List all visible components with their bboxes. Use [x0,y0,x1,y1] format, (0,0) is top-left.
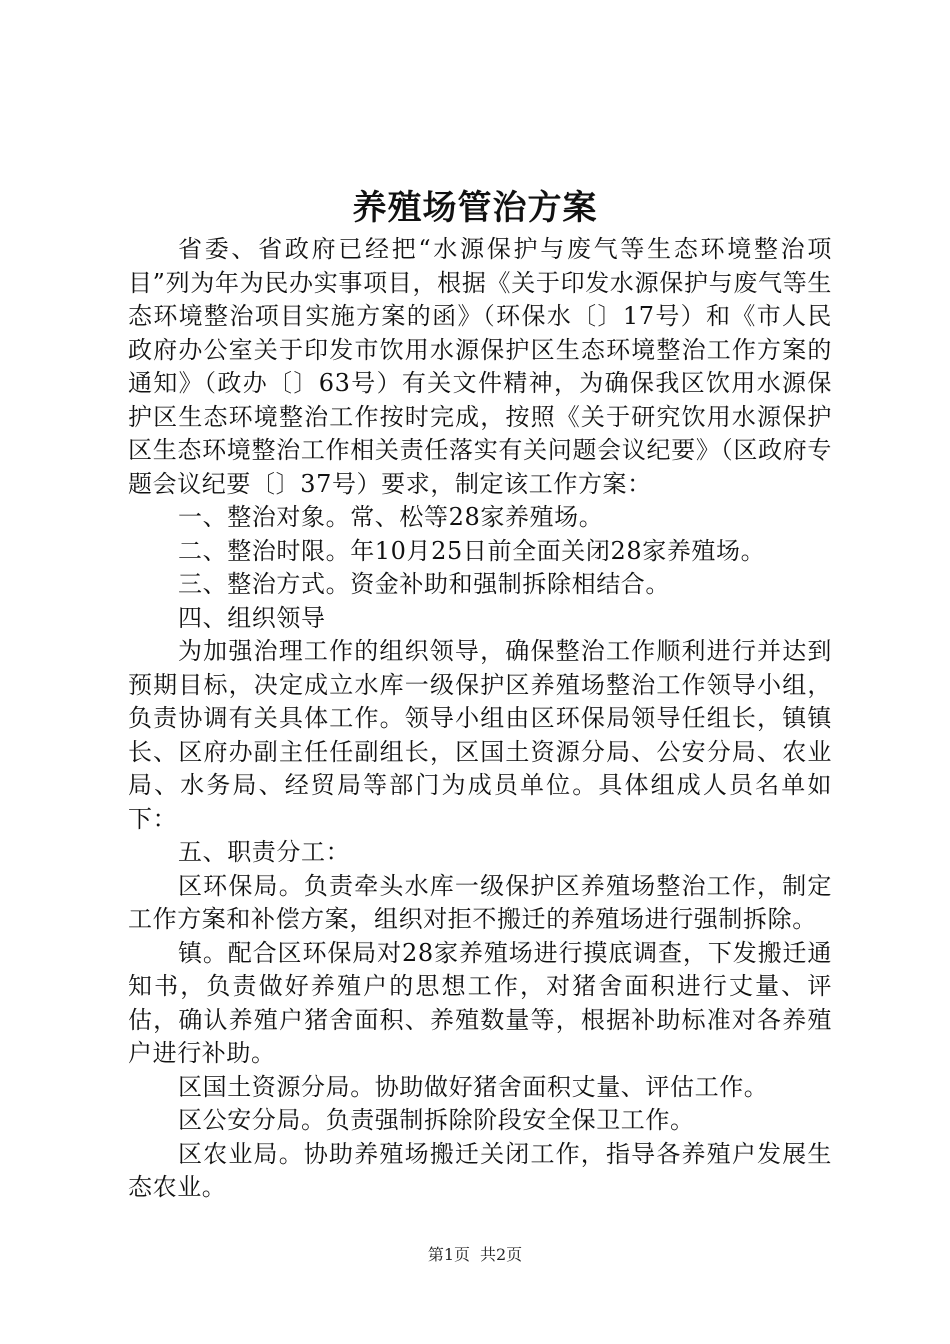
paragraph-duty-land: 区国土资源分局。协助做好猪舍面积丈量、评估工作。 [178,1072,769,1101]
paragraph-intro: 省委、省政府已经把“水源保护与废气等生态环境整治项目”列为年为民办实事项目，根据《关于印发水源保护与废气等生态环境整治项目实施方案的函》（环保水〔〕17号）和《市人民政府办公室关于印发市饮用水源保护区生态环境整治工作方案的通知》（政办〔〕63号）有关文件精神，为确保我区饮用水源保护区生态环境整治工作按时完成，按照《关于研究饮用水源保护区生态环境整治工作相关责任落实有关问题会议纪要》（区政府专题会议纪要〔〕37号）要求，制定该工作方案： [128,235,832,498]
document-body [128,233,832,1205]
paragraph-duty-environment: 区环保局。负责牵头水库一级保护区养殖场整治工作，制定工作方案和补偿方案，组织对拒不搬迁的养殖场进行强制拆除。 [128,871,832,933]
paragraph-deadline: 二、整治时限。年10月25日前全面关闭28家养殖场。 [178,536,766,565]
paragraph-organization: 为加强治理工作的组织领导，确保整治工作顺利进行并达到预期目标，决定成立水库一级保护区养殖场整治工作领导小组，负责协调有关具体工作。领导小组由区环保局领导任组长，镇镇长、区府办副主任任副组长，区国土资源分局、公安分局、农业局、水务局、经贸局等部门为成员单位。具体组成人员名单如下： [128,637,832,833]
paragraph-duties-heading: 五、职责分工： [178,838,351,866]
page-footer [0,1244,950,1266]
page-total: 共2页 [480,1245,523,1264]
paragraph-organization-heading: 四、组织领导 [178,603,326,632]
paragraph-duty-agriculture: 区农业局。协助养殖场搬迁关闭工作，指导各养殖户发展生态农业。 [128,1139,832,1201]
paragraph-target: 一、整治对象。常、松等28家养殖场。 [178,503,604,531]
paragraph-duty-town: 镇。配合区环保局对28家养殖场进行摸底调查，下发搬迁通知书，负责做好养殖户的思想工作，对猪舍面积进行丈量、评估，确认养殖户猪舍面积、养殖数量等，根据补助标准对各养殖户进行补助。 [128,938,832,1067]
paragraph-duty-police: 区公安分局。负责强制拆除阶段安全保卫工作。 [178,1106,695,1134]
document-title: 养殖场管治方案 [352,188,598,228]
page-number: 第1页 [427,1245,470,1264]
paragraph-method: 三、整治方式。资金补助和强制拆除相结合。 [178,570,670,598]
